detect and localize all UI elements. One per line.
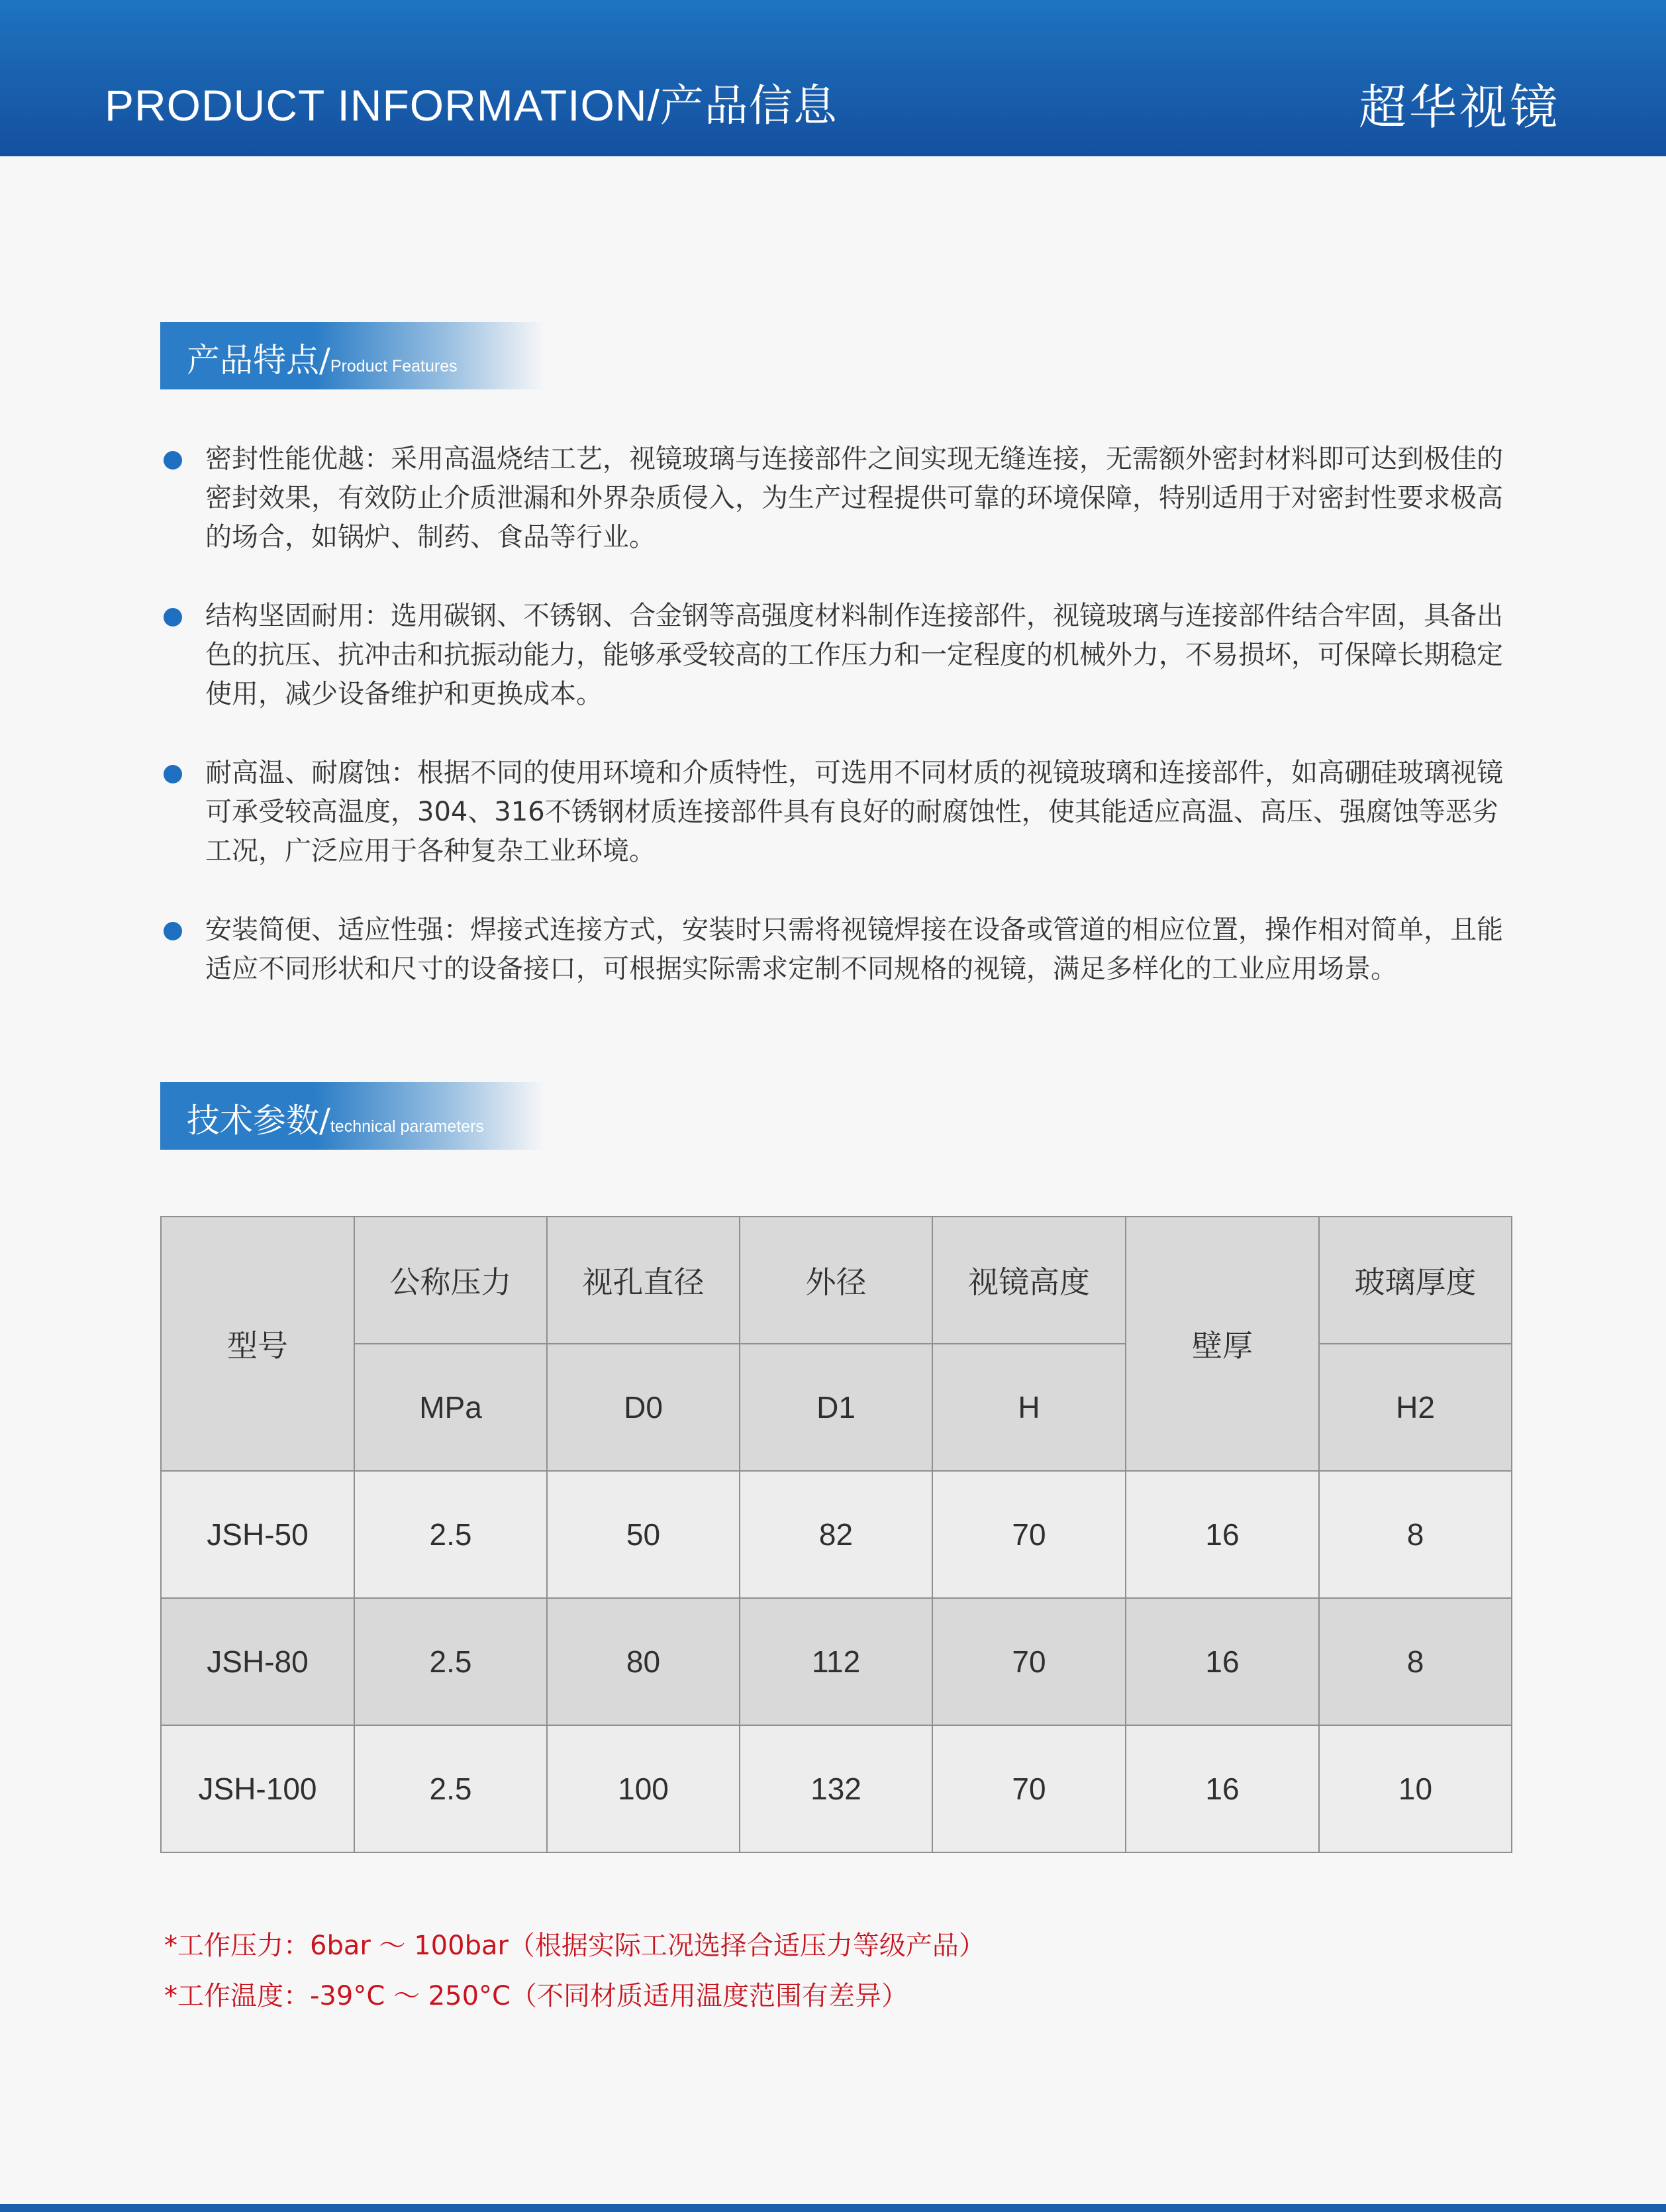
header-pressure: 公称压力 — [354, 1217, 547, 1344]
cell-d0: 80 — [547, 1598, 740, 1725]
feature-text: 安装简便、适应性强：焊接式连接方式，安装时只需将视镜焊接在设备或管道的相应位置，操作相对简单，且能适应不同形状和尺寸的设备接口，可根据实际需求定制不同规格的视镜，满足多样化的工业应用场景。 — [205, 915, 1503, 984]
page-header — [0, 0, 1666, 156]
cell-d1: 132 — [740, 1725, 932, 1852]
header-model: 型号 — [161, 1217, 354, 1471]
header-height: 视镜高度 — [932, 1217, 1126, 1344]
bullet-dot-icon — [164, 608, 182, 627]
unit-height: H — [932, 1344, 1126, 1471]
cell-h: 70 — [932, 1725, 1126, 1852]
cell-d0: 100 — [547, 1725, 740, 1852]
unit-pressure: MPa — [354, 1344, 547, 1471]
table-row — [161, 1725, 1512, 1852]
params-section-tab — [160, 1082, 544, 1150]
table-row — [161, 1471, 1512, 1598]
feature-text: 耐高温、耐腐蚀：根据不同的使用环境和介质特性，可选用不同材质的视镜玻璃和连接部件，如高硼硅玻璃视镜可承受较高温度，304、316不锈钢材质连接部件具有良好的耐腐蚀性，使其能适应高温、高压、强腐蚀等恶劣工况，广泛应用于各种复杂工业环境。 — [205, 758, 1503, 866]
feature-text: 结构坚固耐用：选用碳钢、不锈钢、合金钢等高强度材料制作连接部件，视镜玻璃与连接部件结合牢固，具备出色的抗压、抗冲击和抗振动能力，能够承受较高的工作压力和一定程度的机械外力，不易损坏，可保障长期稳定使用，减少设备维护和更换成本。 — [205, 601, 1503, 709]
params-title-cn: 技术参数/ — [187, 1101, 330, 1140]
brand-name: 超华视镜 — [1358, 79, 1560, 135]
unit-glass-thickness: H2 — [1319, 1344, 1512, 1471]
cell-wall: 16 — [1126, 1725, 1319, 1852]
header-outer-diameter: 外径 — [740, 1217, 932, 1344]
cell-wall: 16 — [1126, 1471, 1319, 1598]
unit-outer-diameter: D1 — [740, 1344, 932, 1471]
page-title — [105, 70, 838, 133]
cell-d0: 50 — [547, 1471, 740, 1598]
feature-item — [160, 754, 1518, 871]
features-title-en: Product Features — [330, 357, 458, 376]
cell-h2: 8 — [1319, 1471, 1512, 1598]
feature-item — [160, 597, 1518, 714]
note-working-pressure: *工作压力：6bar ～ 100bar（根据实际工况选择合适压力等级产品） — [164, 1931, 985, 1961]
cell-h2: 8 — [1319, 1598, 1512, 1725]
note-working-temperature: *工作温度：-39°C ～ 250°C（不同材质适用温度范围有差异） — [164, 1981, 908, 2011]
cell-h2: 10 — [1319, 1725, 1512, 1852]
params-title-en: technical parameters — [330, 1117, 484, 1136]
cell-pressure: 2.5 — [354, 1598, 547, 1725]
cell-d1: 82 — [740, 1471, 932, 1598]
feature-item — [160, 911, 1518, 989]
page-title-cn: 产品信息 — [660, 80, 838, 131]
header-hole-diameter: 视孔直径 — [547, 1217, 740, 1344]
cell-pressure: 2.5 — [354, 1471, 547, 1598]
cell-d1: 112 — [740, 1598, 932, 1725]
cell-h: 70 — [932, 1471, 1126, 1598]
feature-item — [160, 440, 1518, 557]
spec-table — [160, 1216, 1512, 1853]
unit-hole-diameter: D0 — [547, 1344, 740, 1471]
table-row — [161, 1598, 1512, 1725]
cell-wall: 16 — [1126, 1598, 1319, 1725]
cell-model: JSH-100 — [161, 1725, 354, 1852]
features-list — [160, 440, 1518, 1029]
bullet-dot-icon — [164, 922, 182, 940]
footer-bar — [0, 2204, 1666, 2212]
bullet-dot-icon — [164, 765, 182, 783]
cell-model: JSH-80 — [161, 1598, 354, 1725]
params-section-title — [187, 1094, 484, 1142]
table-header-row — [161, 1217, 1512, 1344]
feature-text: 密封性能优越：采用高温烧结工艺，视镜玻璃与连接部件之间实现无缝连接，无需额外密封材料即可达到极佳的密封效果，有效防止介质泄漏和外界杂质侵入，为生产过程提供可靠的环境保障，特别适用于对密封性要求极高的场合，如锅炉、制药、食品等行业。 — [205, 444, 1503, 552]
features-section-tab — [160, 322, 544, 389]
bullet-dot-icon — [164, 451, 182, 470]
header-wall-thickness: 壁厚 — [1126, 1217, 1319, 1471]
features-section-title — [187, 334, 458, 381]
cell-h: 70 — [932, 1598, 1126, 1725]
features-title-cn: 产品特点/ — [187, 341, 330, 379]
header-glass-thickness: 玻璃厚度 — [1319, 1217, 1512, 1344]
cell-pressure: 2.5 — [354, 1725, 547, 1852]
notes — [164, 1921, 985, 2021]
page-title-en: PRODUCT INFORMATION/ — [105, 81, 660, 130]
cell-model: JSH-50 — [161, 1471, 354, 1598]
